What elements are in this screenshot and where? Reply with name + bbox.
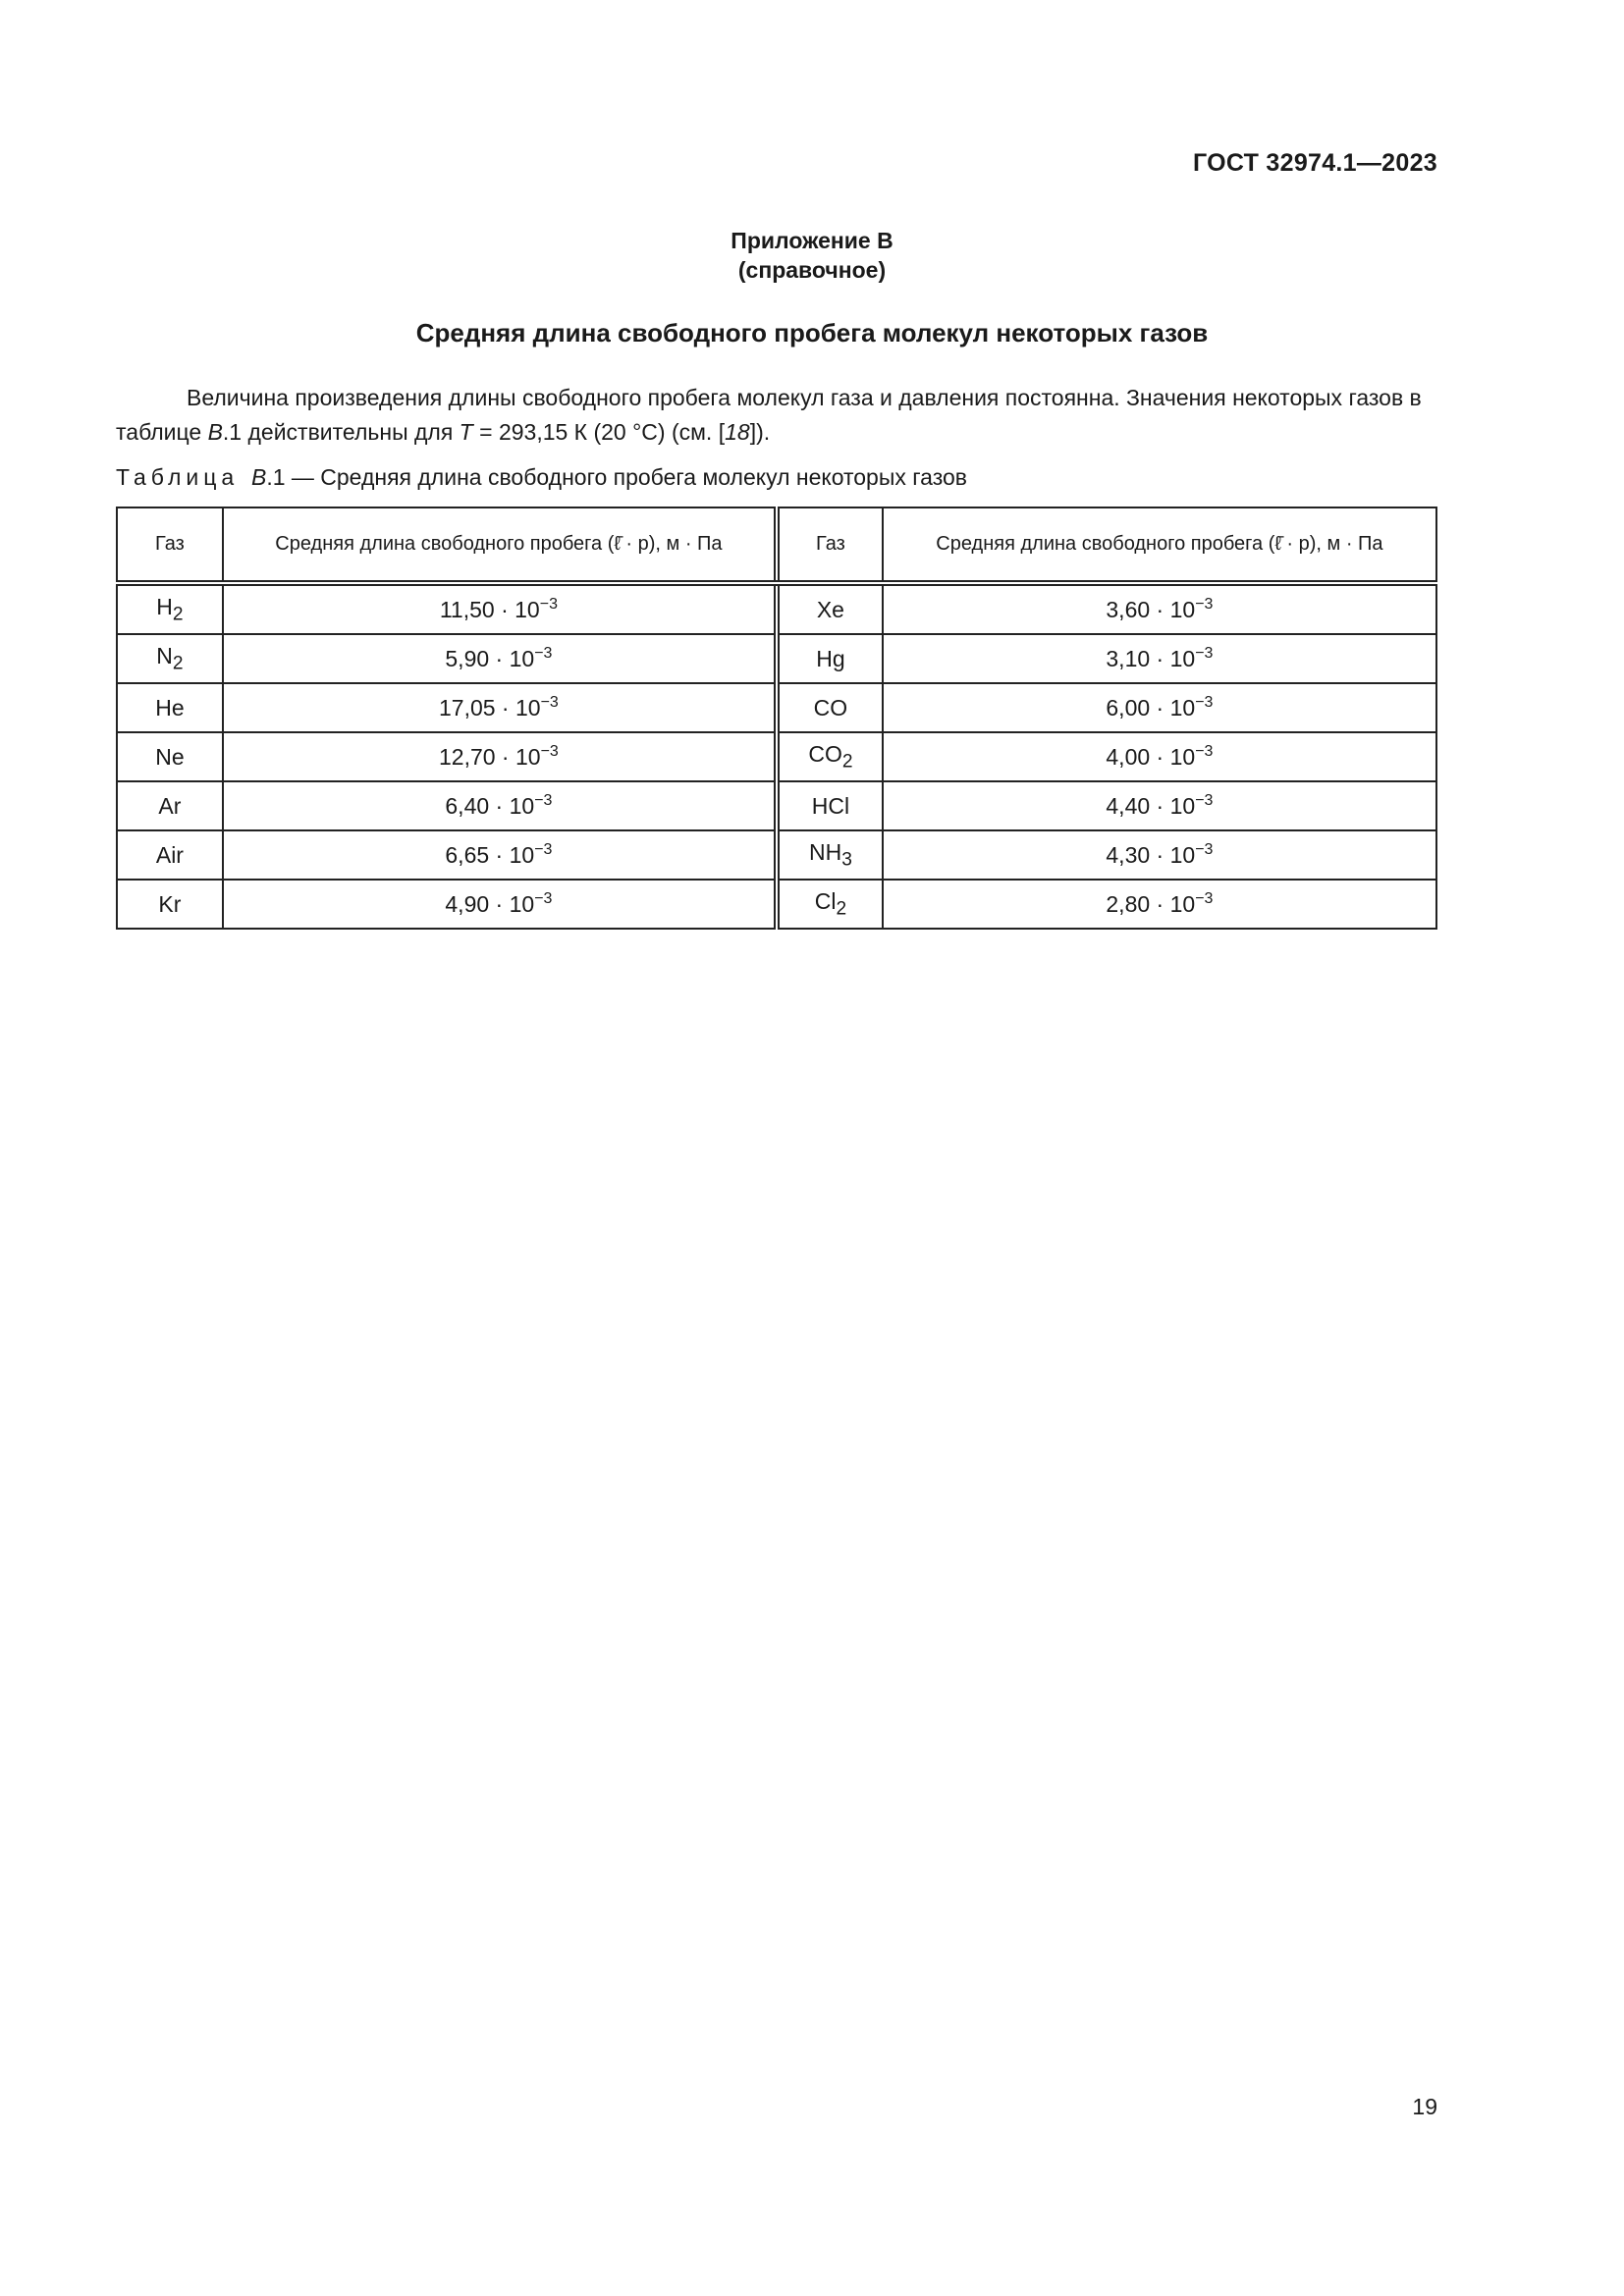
gas-formula: H [156, 593, 173, 619]
value-exponent: −3 [1195, 694, 1214, 711]
header-value-right: Средняя длина свободного пробега (ℓ̄ · p), м · Па [883, 507, 1436, 583]
value-cell-right [883, 781, 1436, 830]
gas-formula: HCl [811, 792, 850, 819]
value-cell-right [883, 880, 1436, 929]
gas-subscript: 2 [836, 898, 847, 920]
value-mantissa: 12,70 · 10 [438, 744, 541, 770]
value-cell-left [223, 830, 777, 880]
page-number: 19 [1412, 2094, 1437, 2119]
gas-formula: CO [808, 740, 842, 767]
value-cell-left [223, 880, 777, 929]
value-exponent: −3 [540, 694, 559, 711]
gas-formula: He [155, 694, 185, 721]
value-exponent: −3 [534, 890, 553, 907]
value-mantissa: 4,30 · 10 [1106, 842, 1196, 868]
caption-text: .1 — Средняя длина свободного пробега молекул некоторых газов [266, 464, 967, 490]
para-text-4: ]). [749, 419, 771, 445]
para-var-t: Т [459, 419, 473, 445]
caption-label: Таблица [116, 464, 240, 490]
value-exponent: −3 [1195, 596, 1214, 613]
gas-formula: Air [155, 841, 184, 868]
gas-cell-left [117, 583, 223, 634]
gas-cell-left [117, 781, 223, 830]
value-cell-left [223, 583, 777, 634]
gas-cell-right [777, 781, 883, 830]
appendix-subtitle: (справочное) [737, 257, 887, 283]
value-exponent: −3 [1195, 792, 1214, 809]
header-gas-left: Газ [117, 507, 223, 583]
header-gas-right: Газ [777, 507, 883, 583]
gas-subscript: 3 [841, 849, 852, 871]
table-row [117, 683, 1436, 732]
gas-cell-right [777, 683, 883, 732]
value-cell-left [223, 732, 777, 781]
para-text-2: .1 действительны для [222, 419, 460, 445]
gas-formula: Ar [158, 792, 182, 819]
gas-cell-left [117, 683, 223, 732]
value-exponent: −3 [539, 596, 558, 613]
value-mantissa: 11,50 · 10 [439, 597, 540, 622]
value-mantissa: 4,40 · 10 [1106, 793, 1196, 819]
value-mantissa: 5,90 · 10 [445, 646, 535, 671]
value-cell-right [883, 583, 1436, 634]
value-cell-right [883, 634, 1436, 683]
gas-formula: Xe [816, 596, 844, 622]
gas-cell-right [777, 830, 883, 880]
gas-subscript: 2 [172, 604, 184, 625]
gas-cell-left [117, 880, 223, 929]
table-body [117, 583, 1436, 929]
gas-formula: CO [813, 694, 848, 721]
value-mantissa: 3,10 · 10 [1106, 646, 1196, 671]
gas-formula: Cl [814, 887, 837, 914]
appendix-title: Приложение В [731, 228, 893, 253]
gas-formula: NH [808, 838, 842, 865]
value-cell-right [883, 830, 1436, 880]
value-exponent: −3 [534, 792, 553, 809]
table-row [117, 880, 1436, 929]
value-mantissa: 4,00 · 10 [1106, 744, 1196, 770]
value-mantissa: 4,90 · 10 [445, 891, 535, 917]
table-header-row [117, 507, 1436, 583]
value-exponent: −3 [534, 645, 553, 662]
caption-id: В [250, 464, 267, 490]
gas-formula: Hg [816, 645, 845, 671]
gas-subscript: 2 [172, 653, 184, 674]
appendix-heading [0, 226, 1624, 285]
gas-formula: Ne [155, 743, 185, 770]
value-cell-right [883, 683, 1436, 732]
value-exponent: −3 [1195, 841, 1214, 858]
gas-cell-right [777, 880, 883, 929]
value-mantissa: 6,65 · 10 [445, 842, 535, 868]
value-cell-left [223, 683, 777, 732]
body-paragraph [116, 381, 1437, 450]
para-text-1: Величина произведения длины свободного пробега молекул газа и давления постоянна. Значения некоторых газов в таблице [116, 385, 1422, 445]
gas-cell-right [777, 732, 883, 781]
gas-cell-left [117, 830, 223, 880]
value-exponent: −3 [1195, 645, 1214, 662]
gas-formula: Kr [158, 890, 182, 917]
gas-cell-left [117, 732, 223, 781]
para-text-3: = 293,15 К (20 °С) (см. [ [472, 419, 726, 445]
value-cell-left [223, 781, 777, 830]
para-source-ref: 18 [725, 419, 750, 445]
table-row [117, 830, 1436, 880]
gas-cell-right [777, 634, 883, 683]
value-mantissa: 2,80 · 10 [1106, 891, 1196, 917]
gas-subscript: 2 [841, 751, 853, 773]
value-mantissa: 3,60 · 10 [1106, 597, 1196, 622]
table-row [117, 732, 1436, 781]
value-mantissa: 6,40 · 10 [445, 793, 535, 819]
value-cell-left [223, 634, 777, 683]
value-mantissa: 17,05 · 10 [438, 695, 541, 721]
document-number: ГОСТ 32974.1—2023 [1192, 149, 1437, 177]
value-exponent: −3 [1195, 743, 1214, 760]
para-table-ref: В [207, 419, 223, 445]
value-exponent: −3 [540, 743, 559, 760]
gas-free-path-table [116, 507, 1437, 930]
table-row [117, 583, 1436, 634]
gas-formula: N [156, 642, 173, 668]
header-value-left: Средняя длина свободного пробега (ℓ̄ · p), м · Па [223, 507, 777, 583]
gas-cell-left [117, 634, 223, 683]
value-cell-right [883, 732, 1436, 781]
gas-cell-right [777, 583, 883, 634]
value-exponent: −3 [534, 841, 553, 858]
value-exponent: −3 [1195, 890, 1214, 907]
value-mantissa: 6,00 · 10 [1106, 695, 1196, 721]
section-title: Средняя длина свободного пробега молекул некоторых газов [415, 318, 1209, 347]
table-caption [116, 464, 967, 491]
table-row [117, 781, 1436, 830]
table-row [117, 634, 1436, 683]
